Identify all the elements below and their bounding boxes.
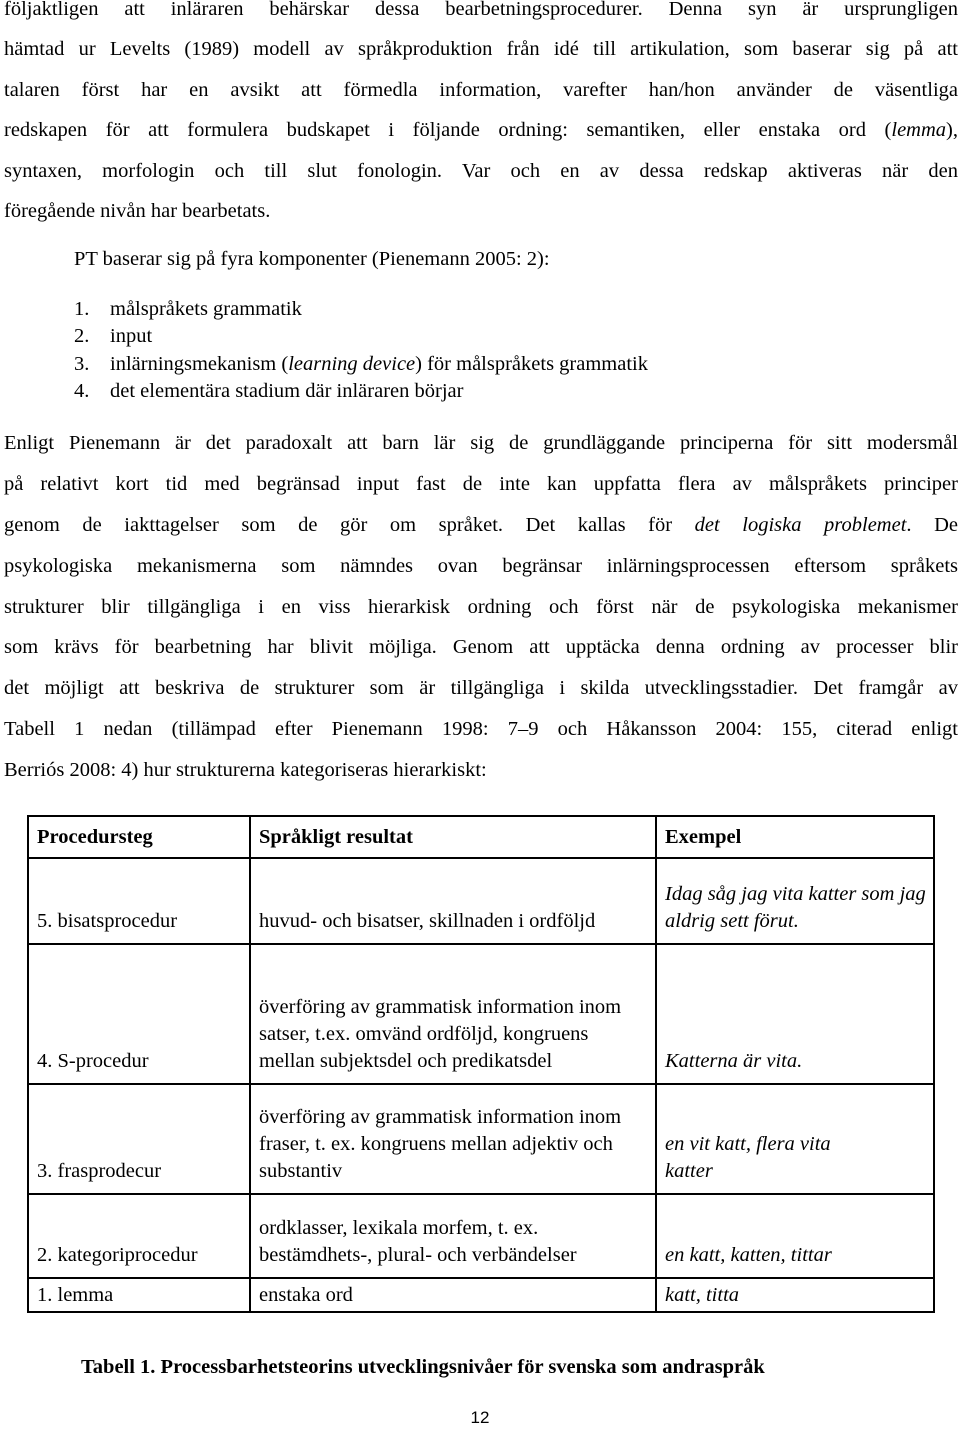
cell-result: huvud- och bisatser, skillnaden i ordföljd: [250, 858, 656, 944]
cell-example: Katterna är vita.: [656, 944, 934, 1084]
header-procedursteg: Procedursteg: [28, 816, 250, 858]
header-exempel: Exempel: [656, 816, 934, 858]
cell-step: 5. bisatsprocedur: [28, 858, 250, 944]
table-header-row: [28, 816, 934, 858]
cell-step: 3. frasprodecur: [28, 1084, 250, 1194]
text-line: genom de iakttagelser som de gör om språket. Det kallas för det logiska problemet. De: [4, 513, 959, 536]
text-line: Enligt Pienemann är det paradoxalt att barn lär sig de grundläggande principerna för sitt modersmål: [4, 432, 958, 454]
italic-term: det logiska problemet: [694, 513, 907, 536]
cell-step: 4. S-procedur: [28, 944, 250, 1084]
list-item: 4. det elementära stadium där inläraren börjar: [74, 380, 464, 403]
cell-result: ordklasser, lexikala morfem, t. ex. bestämdhets-, plural- och verbändelser: [250, 1194, 656, 1278]
paragraph-pienemann: [4, 423, 958, 791]
text-line: syntaxen, morfologin och till slut fonologin. Var och en av dessa redskap aktiveras när den: [4, 159, 958, 182]
text-line: som krävs för bearbetning har blivit möjliga. Genom att upptäcka denna ordning av processer blir: [4, 636, 958, 659]
text-line: följaktligen att inläraren behärskar dessa bearbetningsprocedurer. Denna syn är ursprungligen: [4, 0, 958, 20]
cell-example: katt, titta: [656, 1278, 934, 1312]
components-list: [74, 296, 648, 406]
text-line: på relativt kort tid med begränsad input fast de inte kan uppfatta flera av målspråkets principer: [4, 472, 958, 495]
cell-result: överföring av grammatisk information inom fraser, t. ex. kongruens mellan adjektiv och substantiv: [250, 1084, 656, 1194]
cell-result: enstaka ord: [250, 1278, 656, 1312]
cell-example: Idag såg jag vita katter som jag aldrig sett förut.: [656, 858, 934, 944]
processability-table: [27, 815, 935, 1313]
text-line: strukturer blir tillgängliga i en viss hierarkisk ordning och först när de psykologiska mekanismer: [4, 595, 958, 618]
text-line: Tabell 1 nedan (tillämpad efter Pienemann 1998: 7–9 och Håkansson 2004: 155, citerad enligt: [4, 718, 958, 741]
text-line: det möjligt att beskriva de strukturer som är tillgängliga i skilda utvecklingsstadier. Det framgår av: [4, 677, 958, 700]
cell-step: 2. kategoriprocedur: [28, 1194, 250, 1278]
table-row: [28, 1194, 934, 1278]
table-caption: Tabell 1. Processbarhetsteorins utvecklingsnivåer för svenska som andraspråk: [81, 1356, 765, 1378]
header-resultat: Språkligt resultat: [250, 816, 656, 858]
cell-step: 1. lemma: [28, 1278, 250, 1312]
table-row: [28, 858, 934, 944]
cell-example: en vit katt, flera vita katter: [656, 1084, 934, 1194]
table-row: [28, 944, 934, 1084]
cell-example: en katt, katten, tittar: [656, 1194, 934, 1278]
paragraph-levelt: [4, 0, 958, 231]
text-line: föregående nivån har bearbetats.: [4, 199, 271, 222]
text-line: psykologiska mekanismerna som nämndes ovan begränsar inlärningsprocessen eftersom språkets: [4, 554, 958, 577]
text-line: Berriós 2008: 4) hur strukturerna kategoriseras hierarkiskt:: [4, 759, 487, 782]
italic-term: lemma: [891, 119, 947, 142]
list-item: 3. inlärningsmekanism (learning device) för målspråkets grammatik: [74, 352, 648, 375]
page-number: 12: [470, 1408, 490, 1427]
components-intro: PT baserar sig på fyra komponenter (Pienemann 2005: 2):: [74, 248, 550, 270]
list-item: 2. input: [74, 325, 153, 348]
cell-result: överföring av grammatisk information inom satser, t.ex. omvänd ordföljd, kongruens mellan subjektsdel och predikatsdel: [250, 944, 656, 1084]
text-line: talaren först har en avsikt att förmedla information, varefter han/hon använder de väsentliga: [4, 78, 958, 101]
text-line: redskapen för att formulera budskapet i följande ordning: semantiken, eller enstaka ord (lemma),: [4, 119, 958, 142]
text-line: hämtad ur Levelts (1989) modell av språkproduktion från idé till artikulation, som baserar sig på att: [4, 38, 958, 61]
table-row: [28, 1278, 934, 1312]
list-item: 1. målspråkets grammatik: [74, 298, 302, 320]
table-row: [28, 1084, 934, 1194]
